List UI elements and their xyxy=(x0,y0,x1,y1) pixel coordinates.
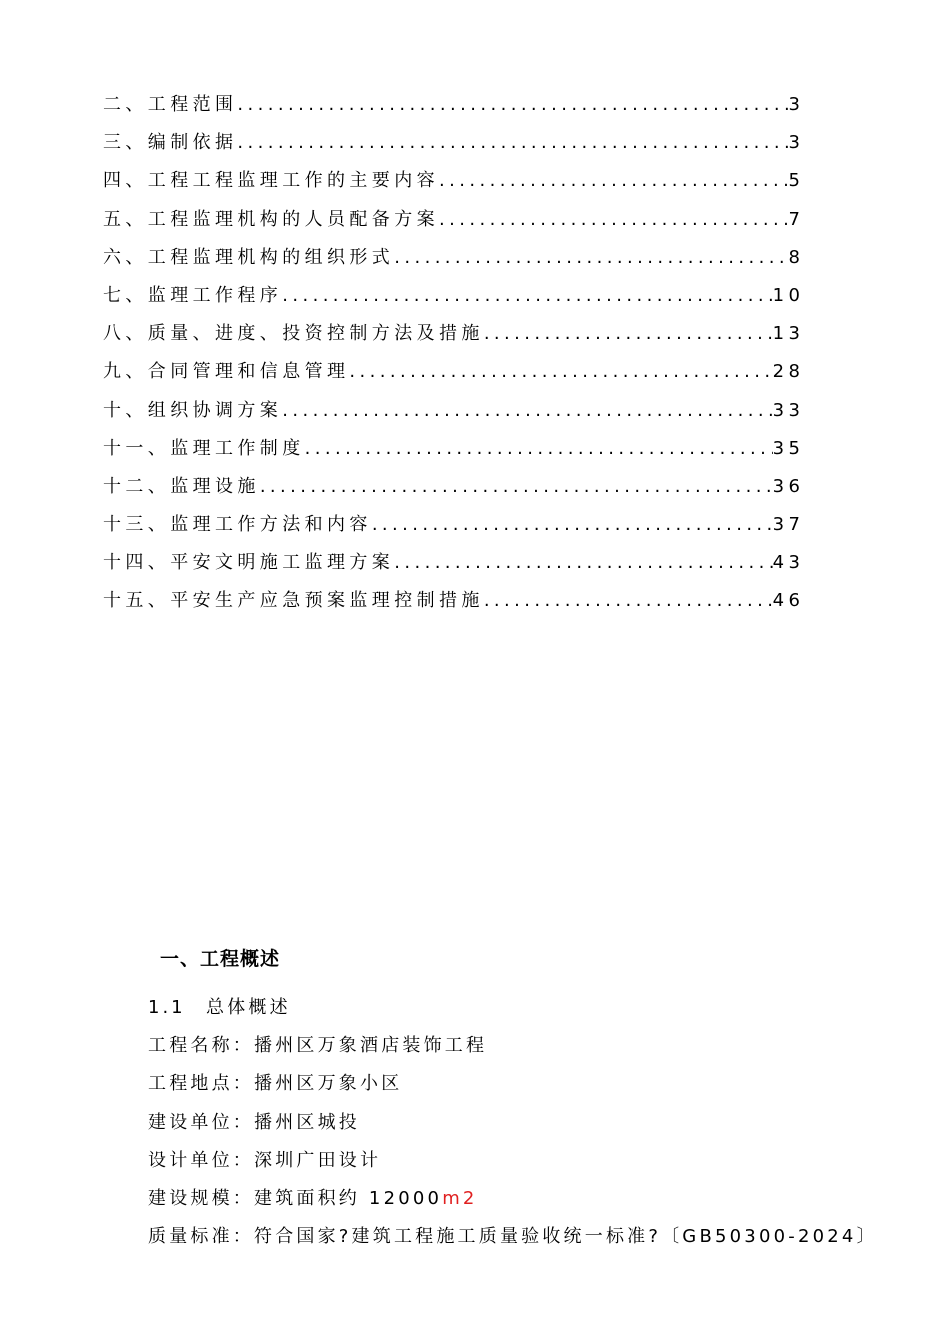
project-overview xyxy=(148,993,878,1260)
toc-entry[interactable] xyxy=(103,472,805,510)
toc-dot-leader xyxy=(394,552,772,573)
toc-dot-leader xyxy=(305,438,773,459)
toc-entry[interactable] xyxy=(103,396,805,434)
toc-dot-leader xyxy=(484,323,773,344)
toc-dot-leader xyxy=(282,400,772,421)
toc-page-number: 35 xyxy=(772,437,805,459)
toc-page-number: 46 xyxy=(772,590,805,612)
toc-dot-leader xyxy=(282,285,772,306)
toc-entry[interactable] xyxy=(103,357,805,395)
toc-page-number: 43 xyxy=(772,552,805,574)
toc-page-number: 3 xyxy=(788,132,805,154)
toc-entry-label: 十五、平安生产应急预案监理控制措施 xyxy=(103,590,484,612)
toc-page-number: 13 xyxy=(772,323,805,345)
table-of-contents xyxy=(103,90,805,625)
subheading-title: 总体概述 xyxy=(206,997,291,1018)
toc-entry-label: 十四、平安文明施工监理方案 xyxy=(103,552,395,574)
toc-page-number: 5 xyxy=(788,170,805,192)
subheading xyxy=(148,993,868,1031)
toc-entry[interactable] xyxy=(103,510,805,548)
toc-dot-leader xyxy=(439,209,789,230)
toc-dot-leader xyxy=(349,361,772,382)
toc-entry[interactable] xyxy=(103,434,805,472)
toc-page-number: 33 xyxy=(772,399,805,421)
toc-entry-label: 十三、监理工作方法和内容 xyxy=(103,514,372,536)
project-name-line: 工程名称：播州区万象酒店装饰工程 xyxy=(148,1035,488,1057)
toc-page-number: 7 xyxy=(788,208,805,230)
toc-entry-label: 十一、监理工作制度 xyxy=(103,437,305,459)
toc-dot-leader xyxy=(237,132,788,153)
toc-page-number: 28 xyxy=(772,361,805,383)
owner-line: 建设单位：播州区城投 xyxy=(148,1111,360,1133)
toc-entry[interactable] xyxy=(103,128,805,166)
scale-text: 建设规模：建筑面积约 12000 xyxy=(148,1187,443,1209)
toc-dot-leader xyxy=(237,94,788,115)
toc-entry[interactable] xyxy=(103,90,805,128)
toc-dot-leader xyxy=(372,514,773,535)
toc-entry[interactable] xyxy=(103,166,805,204)
toc-dot-leader xyxy=(439,170,789,191)
toc-page-number: 3 xyxy=(788,94,805,115)
subheading-number: 1.1 xyxy=(148,997,186,1018)
toc-entry-label: 六、工程监理机构的组织形式 xyxy=(103,246,395,268)
toc-entry-label: 九、合同管理和信息管理 xyxy=(103,361,350,383)
toc-entry[interactable] xyxy=(103,281,805,319)
toc-dot-leader xyxy=(394,247,788,268)
toc-entry-label: 七、监理工作程序 xyxy=(103,284,283,306)
toc-entry-label: 四、工程工程监理工作的主要内容 xyxy=(103,170,439,192)
toc-page-number: 8 xyxy=(788,246,805,268)
toc-entry-label: 八、质量、进度、投资控制方法及措施 xyxy=(103,323,484,345)
toc-entry[interactable] xyxy=(103,586,805,624)
toc-dot-leader xyxy=(484,590,773,611)
toc-entry-label: 三、编制依据 xyxy=(103,132,238,154)
toc-entry[interactable] xyxy=(103,243,805,281)
toc-entry-label: 十二、监理设施 xyxy=(103,475,260,497)
toc-entry[interactable] xyxy=(103,319,805,357)
toc-page-number: 36 xyxy=(772,475,805,497)
quality-standard-line: 质量标准：符合国家?建筑工程施工质量验收统一标准?〔GB50300-2024〕 xyxy=(148,1226,878,1248)
toc-entry-label: 五、工程监理机构的人员配备方案 xyxy=(103,208,439,230)
section-heading: 一、工程概述 xyxy=(160,948,281,970)
toc-entry[interactable] xyxy=(103,205,805,243)
toc-entry-label: 十、组织协调方案 xyxy=(103,399,283,421)
toc-page-number: 37 xyxy=(772,514,805,536)
scale-line xyxy=(148,1184,868,1222)
toc-page-number: 10 xyxy=(772,284,805,306)
area-unit: m2 xyxy=(442,1187,478,1209)
toc-entry-label: 二、工程范围 xyxy=(103,94,238,115)
toc-dot-leader xyxy=(260,476,773,497)
designer-line: 设计单位：深圳广田设计 xyxy=(148,1149,382,1171)
project-location-line: 工程地点：播州区万象小区 xyxy=(148,1073,403,1095)
toc-entry[interactable] xyxy=(103,548,805,586)
